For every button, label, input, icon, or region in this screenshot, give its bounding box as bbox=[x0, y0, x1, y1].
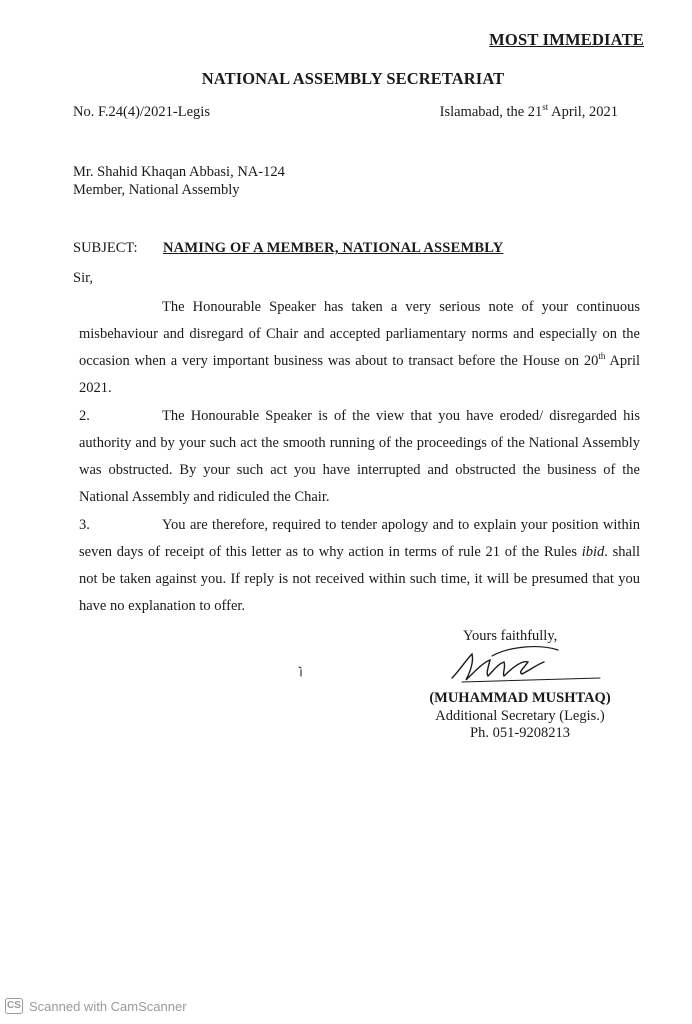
signatory-name: (MUHAMMAD MUSHTAQ) bbox=[429, 690, 611, 706]
camscanner-logo-icon: CS bbox=[5, 998, 23, 1014]
paragraph-2-text: The Honourable Speaker is of the view that you have eroded/ disregarded his authority and by your such act the smooth running of the proceedings of the National Assembly was obstructed. By your such act you have interrupted and obstructed the business of the National Assembly and ridiculed the Chair. bbox=[79, 408, 640, 505]
paragraph-3-text-end: . shall not be taken against you. If reply is not received within such time, it will be presumed that you have no explanation to offer. bbox=[79, 544, 641, 614]
signatory-block bbox=[410, 690, 630, 743]
closing-line: Yours faithfully, bbox=[463, 628, 558, 644]
paragraph-1 bbox=[79, 294, 640, 402]
watermark-text: Scanned with CamScanner bbox=[29, 998, 187, 1014]
recipient-title: Member, National Assembly bbox=[73, 182, 240, 198]
paragraph-3-text: You are therefore, required to tender apology and to explain your position within seven days of receipt of this letter as to why action in terms of rule 21 of the Rules bbox=[79, 517, 640, 560]
recipient-address bbox=[73, 163, 285, 199]
paragraph-3-italic: ibid bbox=[581, 544, 605, 560]
paragraph-2-number: 2. bbox=[79, 408, 90, 424]
letter-date bbox=[440, 104, 618, 121]
subject-label: SUBJECT: bbox=[73, 240, 138, 256]
paragraph-3-number: 3. bbox=[79, 517, 90, 533]
date-rest: April, 2021 bbox=[548, 104, 618, 120]
recipient-name: Mr. Shahid Khaqan Abbasi, NA-124 bbox=[73, 164, 285, 180]
subject-line bbox=[73, 240, 503, 257]
paragraph-2 bbox=[79, 403, 640, 511]
paragraph-3 bbox=[79, 512, 640, 620]
scan-speck bbox=[298, 666, 304, 678]
paragraph-1-text: The Honourable Speaker has taken a very serious note of your continuous misbehaviour and disregard of Chair and accepted parliamentary norms and especially on the occasion when a very important business was about to transact before the House on 20 bbox=[79, 299, 640, 369]
signatory-designation: Additional Secretary (Legis.) bbox=[435, 707, 605, 724]
salutation: Sir, bbox=[73, 270, 93, 286]
organization-heading: NATIONAL ASSEMBLY SECRETARIAT bbox=[201, 69, 505, 88]
signature-image bbox=[432, 640, 602, 690]
signatory-phone: Ph. 051-9208213 bbox=[470, 725, 570, 741]
camscanner-watermark bbox=[5, 998, 187, 1014]
subject-text: NAMING OF A MEMBER, NATIONAL ASSEMBLY bbox=[163, 240, 504, 256]
paragraph-1-text-end: April 2021. bbox=[79, 353, 641, 396]
reference-number: No. F.24(4)/2021-Legis bbox=[73, 104, 210, 120]
priority-heading: MOST IMMEDIATE bbox=[489, 30, 644, 49]
paragraph-1-ordinal: th bbox=[598, 351, 606, 361]
date-prefix: Islamabad, the 21 bbox=[439, 104, 543, 120]
date-ordinal: st bbox=[542, 102, 549, 112]
